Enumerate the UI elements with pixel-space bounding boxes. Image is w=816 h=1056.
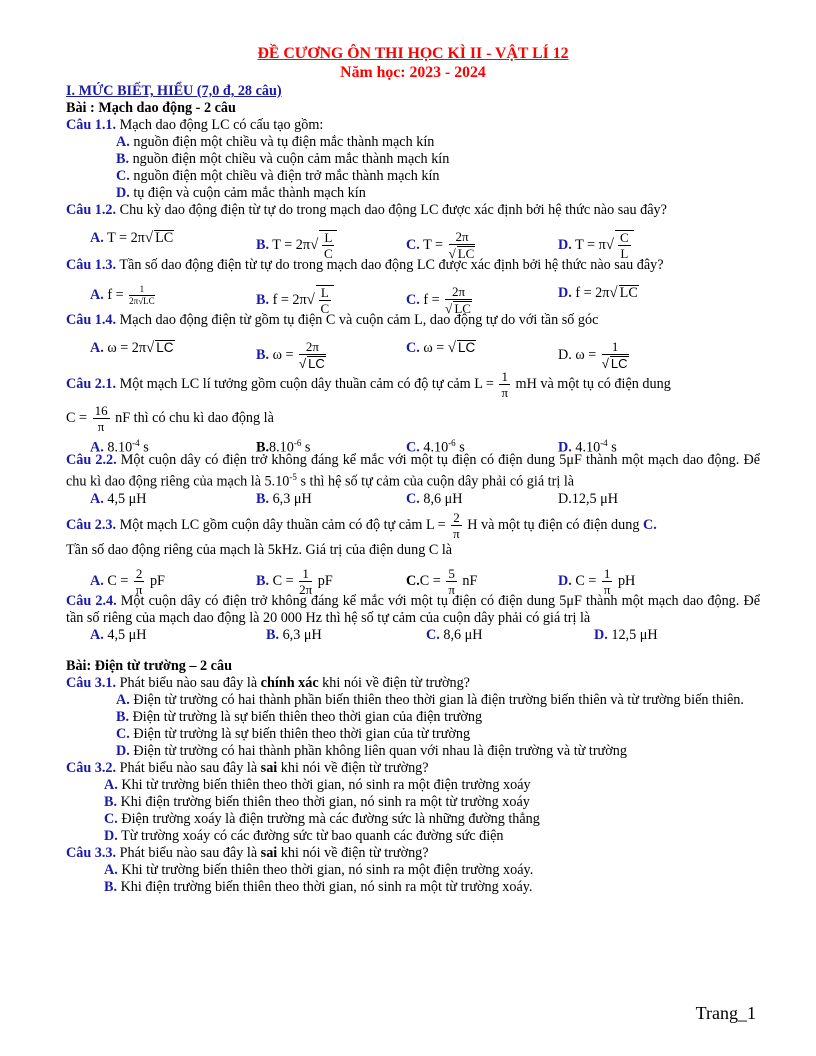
question-number: Câu 2.2. xyxy=(66,452,117,468)
option-a: A. Khi từ trường biến thiên theo thời gian, nó sinh ra một điện trường xoáy. xyxy=(104,861,534,878)
option-letter: A. xyxy=(90,340,104,356)
option-d: D. f = 2π√ LC xyxy=(558,285,638,301)
formula-text: f = 2π xyxy=(269,291,307,308)
option-c: C. 8,6 μH xyxy=(406,490,463,507)
option-letter: D. xyxy=(116,185,130,201)
option-b: B. 6,3 μH xyxy=(266,626,322,643)
option-letter: C. xyxy=(116,168,130,184)
question-2-4 xyxy=(66,593,760,627)
formula-text: f = 2π xyxy=(571,285,610,301)
option-c: C. ω = √ LC xyxy=(406,340,476,356)
formula-text: f = xyxy=(419,291,444,308)
formula-text: T = xyxy=(419,236,447,253)
option-text: nguồn điện một chiều và điện trở mắc thành mạch kín xyxy=(129,168,440,184)
question-text: Một cuộn dây có điện trở không đáng kể mắc với một tụ điện có điện dung 5μF thành một mạch dao động. Để tần số riêng của mạch dao động là 20 000 Hz thì hệ số tự cảm của cuộn dây phải có giá trị là xyxy=(66,592,760,626)
fraction: $\frac{2\pi}{√ LC}$ xyxy=(448,229,475,261)
formula-text: ω = xyxy=(269,346,297,363)
option-b: B. Khi điện trường biến thiên theo thời gian, nó sinh ra một từ trường xoáy xyxy=(104,793,530,810)
option-letter: C. xyxy=(406,291,420,308)
question-text: Một mạch LC gồm cuộn dây thuần cảm có độ tự cảm L = xyxy=(116,516,450,533)
question-number: Câu 1.3. xyxy=(66,257,117,273)
options-row xyxy=(66,435,760,456)
options-row xyxy=(66,559,760,597)
question-text: H và một tụ điện có điện dung xyxy=(463,516,643,533)
options-row xyxy=(66,329,760,371)
question-2-1 xyxy=(66,367,760,401)
option-b: $B.8.10^{-6}$ s xyxy=(256,438,311,456)
option-letter: C. xyxy=(406,236,420,253)
question-number: Câu 3.2. xyxy=(66,759,117,776)
question-3-1: Câu 3.1. Phát biểu nào sau đây là chính xác khi nói về điện từ trường? xyxy=(66,674,470,691)
option-c: C. $4.10^{-6}$ s xyxy=(406,438,465,456)
option-d: D. $4.10^{-4}$ s xyxy=(558,438,617,456)
question-2-3 xyxy=(66,508,760,542)
option-letter: D. xyxy=(558,346,572,363)
question-text: mH và một tụ có điện dung xyxy=(511,376,671,392)
option-letter: B. xyxy=(256,236,270,253)
fraction: $\frac{1}{2\pi√LC}$ xyxy=(129,284,155,306)
option-b: B. T = 2π√ $\frac{L}{C}$ xyxy=(256,230,337,260)
option-letter: D. xyxy=(558,285,572,301)
option-a: A. Điện từ trường có hai thành phần biến thiên theo thời gian là điện trường biến thiên và từ trường biến thiên. xyxy=(116,691,744,708)
formula-text: ω = xyxy=(571,346,600,363)
question-number: Câu 3.3. xyxy=(66,844,117,861)
radicand: LC xyxy=(458,340,476,355)
option-text: nguồn điện một chiều và tụ điện mắc thành mạch kín xyxy=(129,134,435,150)
question-number: Câu 1.1. xyxy=(66,117,117,133)
fraction: $\frac{16}{\pi}$ xyxy=(94,403,108,435)
option-c: C. 8,6 μH xyxy=(426,626,483,643)
options-row xyxy=(66,219,760,261)
option-letter: C. xyxy=(406,340,420,356)
option-b xyxy=(256,340,328,371)
option-b: B. 6,3 μH xyxy=(256,490,312,507)
question-text: s thì hệ số tự cảm của cuộn dây phải có giá trị là xyxy=(296,473,575,490)
option-text: nguồn điện một chiều và cuộn cảm mắc thành mạch kín xyxy=(129,151,450,167)
option-d: D. 12,5 μH xyxy=(594,626,658,643)
radicand: LC xyxy=(156,340,174,355)
option-letter: D. xyxy=(558,236,572,253)
question-2-2 xyxy=(66,452,760,491)
option-a: A. Khi từ trường biến thiên theo thời gian, nó sinh ra một điện trường xoáy xyxy=(104,776,531,793)
option-d: D. T = π√ $\frac{C}{L}$ xyxy=(558,230,634,260)
option-c xyxy=(406,230,477,261)
question-text: C = xyxy=(66,410,91,426)
question-number: Câu 1.2. xyxy=(66,202,117,218)
option-b: B. Điện từ trường là sự biến thiên theo thời gian của điện trường xyxy=(116,708,483,725)
option-c: C. Điện từ trường là sự biến thiên theo thời gian của từ trường xyxy=(116,725,471,742)
formula-text: T = 2π xyxy=(103,230,145,246)
radicand: LC xyxy=(155,230,174,246)
question-number: Câu 2.3. xyxy=(66,516,117,533)
options-row xyxy=(66,274,760,316)
exponent: -5 xyxy=(289,472,297,482)
question-text: Tần số dao động điện từ tự do trong mạch dao động LC được xác định bởi hệ thức nào sau đây? xyxy=(116,257,664,273)
question-2-1-cont xyxy=(66,401,760,435)
question-1-2 xyxy=(66,202,760,219)
option-a xyxy=(66,134,760,151)
option-d xyxy=(558,340,631,371)
options-row xyxy=(66,491,760,508)
page-number: Trang_1 xyxy=(695,1003,756,1023)
fraction: $\frac{L}{C}$ xyxy=(323,230,333,261)
option-a: A. 4,5 μH xyxy=(90,490,147,507)
question-3-2: Câu 3.2. Phát biểu nào sau đây là sai khi nói về điện từ trường? xyxy=(66,759,429,776)
fraction: $\frac{L}{C}$ xyxy=(320,285,330,316)
question-text: Một cuộn dây có điện trở không đáng kể mắc với một tụ điện có điện dung 5μF thành một mạch dao động. Để chu kì dao động riêng của mạch là 5.10 xyxy=(66,452,760,490)
option-a: A. ω = 2π√ LC xyxy=(90,340,174,356)
question-2-3-cont: Tần số dao động riêng của mạch là 5kHz. Giá trị của điện dung C là xyxy=(66,541,453,558)
option-c xyxy=(406,285,474,316)
option-a: A. $8.10^{-4}$ s xyxy=(90,438,149,456)
section-heading: I. MỨC BIẾT, HIỂU (7,0 đ, 28 câu) xyxy=(66,83,282,99)
question-1-1 xyxy=(66,117,760,134)
option-c: C.C = $\frac{5}{\pi}$ nF xyxy=(406,565,478,597)
option-d: D. Điện từ trường có hai thành phần không liên quan với nhau là điện trường và từ trường xyxy=(116,742,627,759)
fraction: $\frac{2\pi}{√ LC}$ xyxy=(445,284,471,316)
fraction: $\frac{2\pi}{√ LC}$ xyxy=(299,339,325,371)
option-a: A. 4,5 μH xyxy=(90,626,147,643)
option-a: A. T = 2π√ LC xyxy=(90,230,174,246)
question-text: Mạch dao động LC có cấu tạo gồm: xyxy=(116,117,324,133)
question-text: nF thì có chu kì dao động là xyxy=(111,410,274,426)
option-d: D. Từ trường xoáy có các đường sức từ bao quanh các đường sức điện xyxy=(104,827,504,844)
question-number: Câu 2.1. xyxy=(66,376,117,392)
fraction: $\frac{C}{L}$ xyxy=(620,230,629,261)
question-text: Một mạch LC lí tưởng gồm cuộn dây thuần cảm có độ tự cảm L = xyxy=(116,376,498,392)
formula-text: T = π xyxy=(571,236,606,253)
option-b: B. C = $\frac{1}{2\pi}$ pF xyxy=(256,565,333,597)
option-a: A. C = $\frac{2}{\pi}$ pF xyxy=(90,565,165,597)
option-letter: B. xyxy=(256,291,270,308)
option-c xyxy=(66,168,760,185)
lesson-heading: Bài: Điện từ trường – 2 câu xyxy=(66,657,232,674)
question-3-3: Câu 3.3. Phát biểu nào sau đây là sai khi nói về điện từ trường? xyxy=(66,844,429,861)
formula-text: f = xyxy=(103,286,128,303)
option-letter: A. xyxy=(90,230,104,246)
lesson-heading: Bài : Mạch dao động - 2 câu xyxy=(66,100,236,116)
document-page xyxy=(66,44,760,896)
question-text: Chu kỳ dao động điện từ tự do trong mạch dao động LC được xác định bởi hệ thức nào sau đây? xyxy=(116,202,667,218)
question-number: Câu 2.4. xyxy=(66,592,117,609)
formula-text: ω = 2π xyxy=(103,340,147,356)
question-text: Mạch dao động điện từ gồm tụ điện C và cuộn cảm L, dao động tự do với tần số góc xyxy=(116,312,599,328)
option-letter: C. xyxy=(642,516,657,533)
option-b: B. f = 2π√ $\frac{L}{C}$ xyxy=(256,285,334,315)
fraction: $\frac{1}{√ LC}$ xyxy=(601,339,628,371)
option-d: D. C = $\frac{1}{\pi}$ pH xyxy=(558,565,636,597)
options-row xyxy=(66,627,760,644)
option-letter: B. xyxy=(116,151,130,167)
question-number: Câu 3.1. xyxy=(66,674,117,691)
option-a xyxy=(90,285,157,306)
school-year: Năm học: 2023 - 2024 xyxy=(340,64,486,81)
question-number: Câu 1.4. xyxy=(66,312,117,328)
fraction: $\frac{1}{\pi}$ xyxy=(501,369,509,401)
option-b xyxy=(66,151,760,168)
option-c: C. Điện trường xoáy là điện trường mà các đường sức là những đường thẳng xyxy=(104,810,540,827)
document-title: ĐỀ CƯƠNG ÔN THI HỌC KÌ II - VẬT LÍ 12 xyxy=(257,45,569,62)
option-letter: B. xyxy=(256,346,270,363)
formula-text: ω = xyxy=(419,340,448,356)
option-d: D.12,5 μH xyxy=(558,490,619,507)
option-letter: A. xyxy=(116,134,130,150)
option-d xyxy=(66,185,760,202)
option-b: B. Khi điện trường biến thiên theo thời gian, nó sinh ra một từ trường xoáy. xyxy=(104,878,533,895)
option-text: tụ điện và cuộn cảm mắc thành mạch kín xyxy=(129,185,366,201)
fraction: $\frac{2}{\pi}$ xyxy=(453,509,460,541)
radicand: LC xyxy=(619,285,638,301)
option-letter: A. xyxy=(90,286,104,303)
formula-text: T = 2π xyxy=(269,236,311,253)
